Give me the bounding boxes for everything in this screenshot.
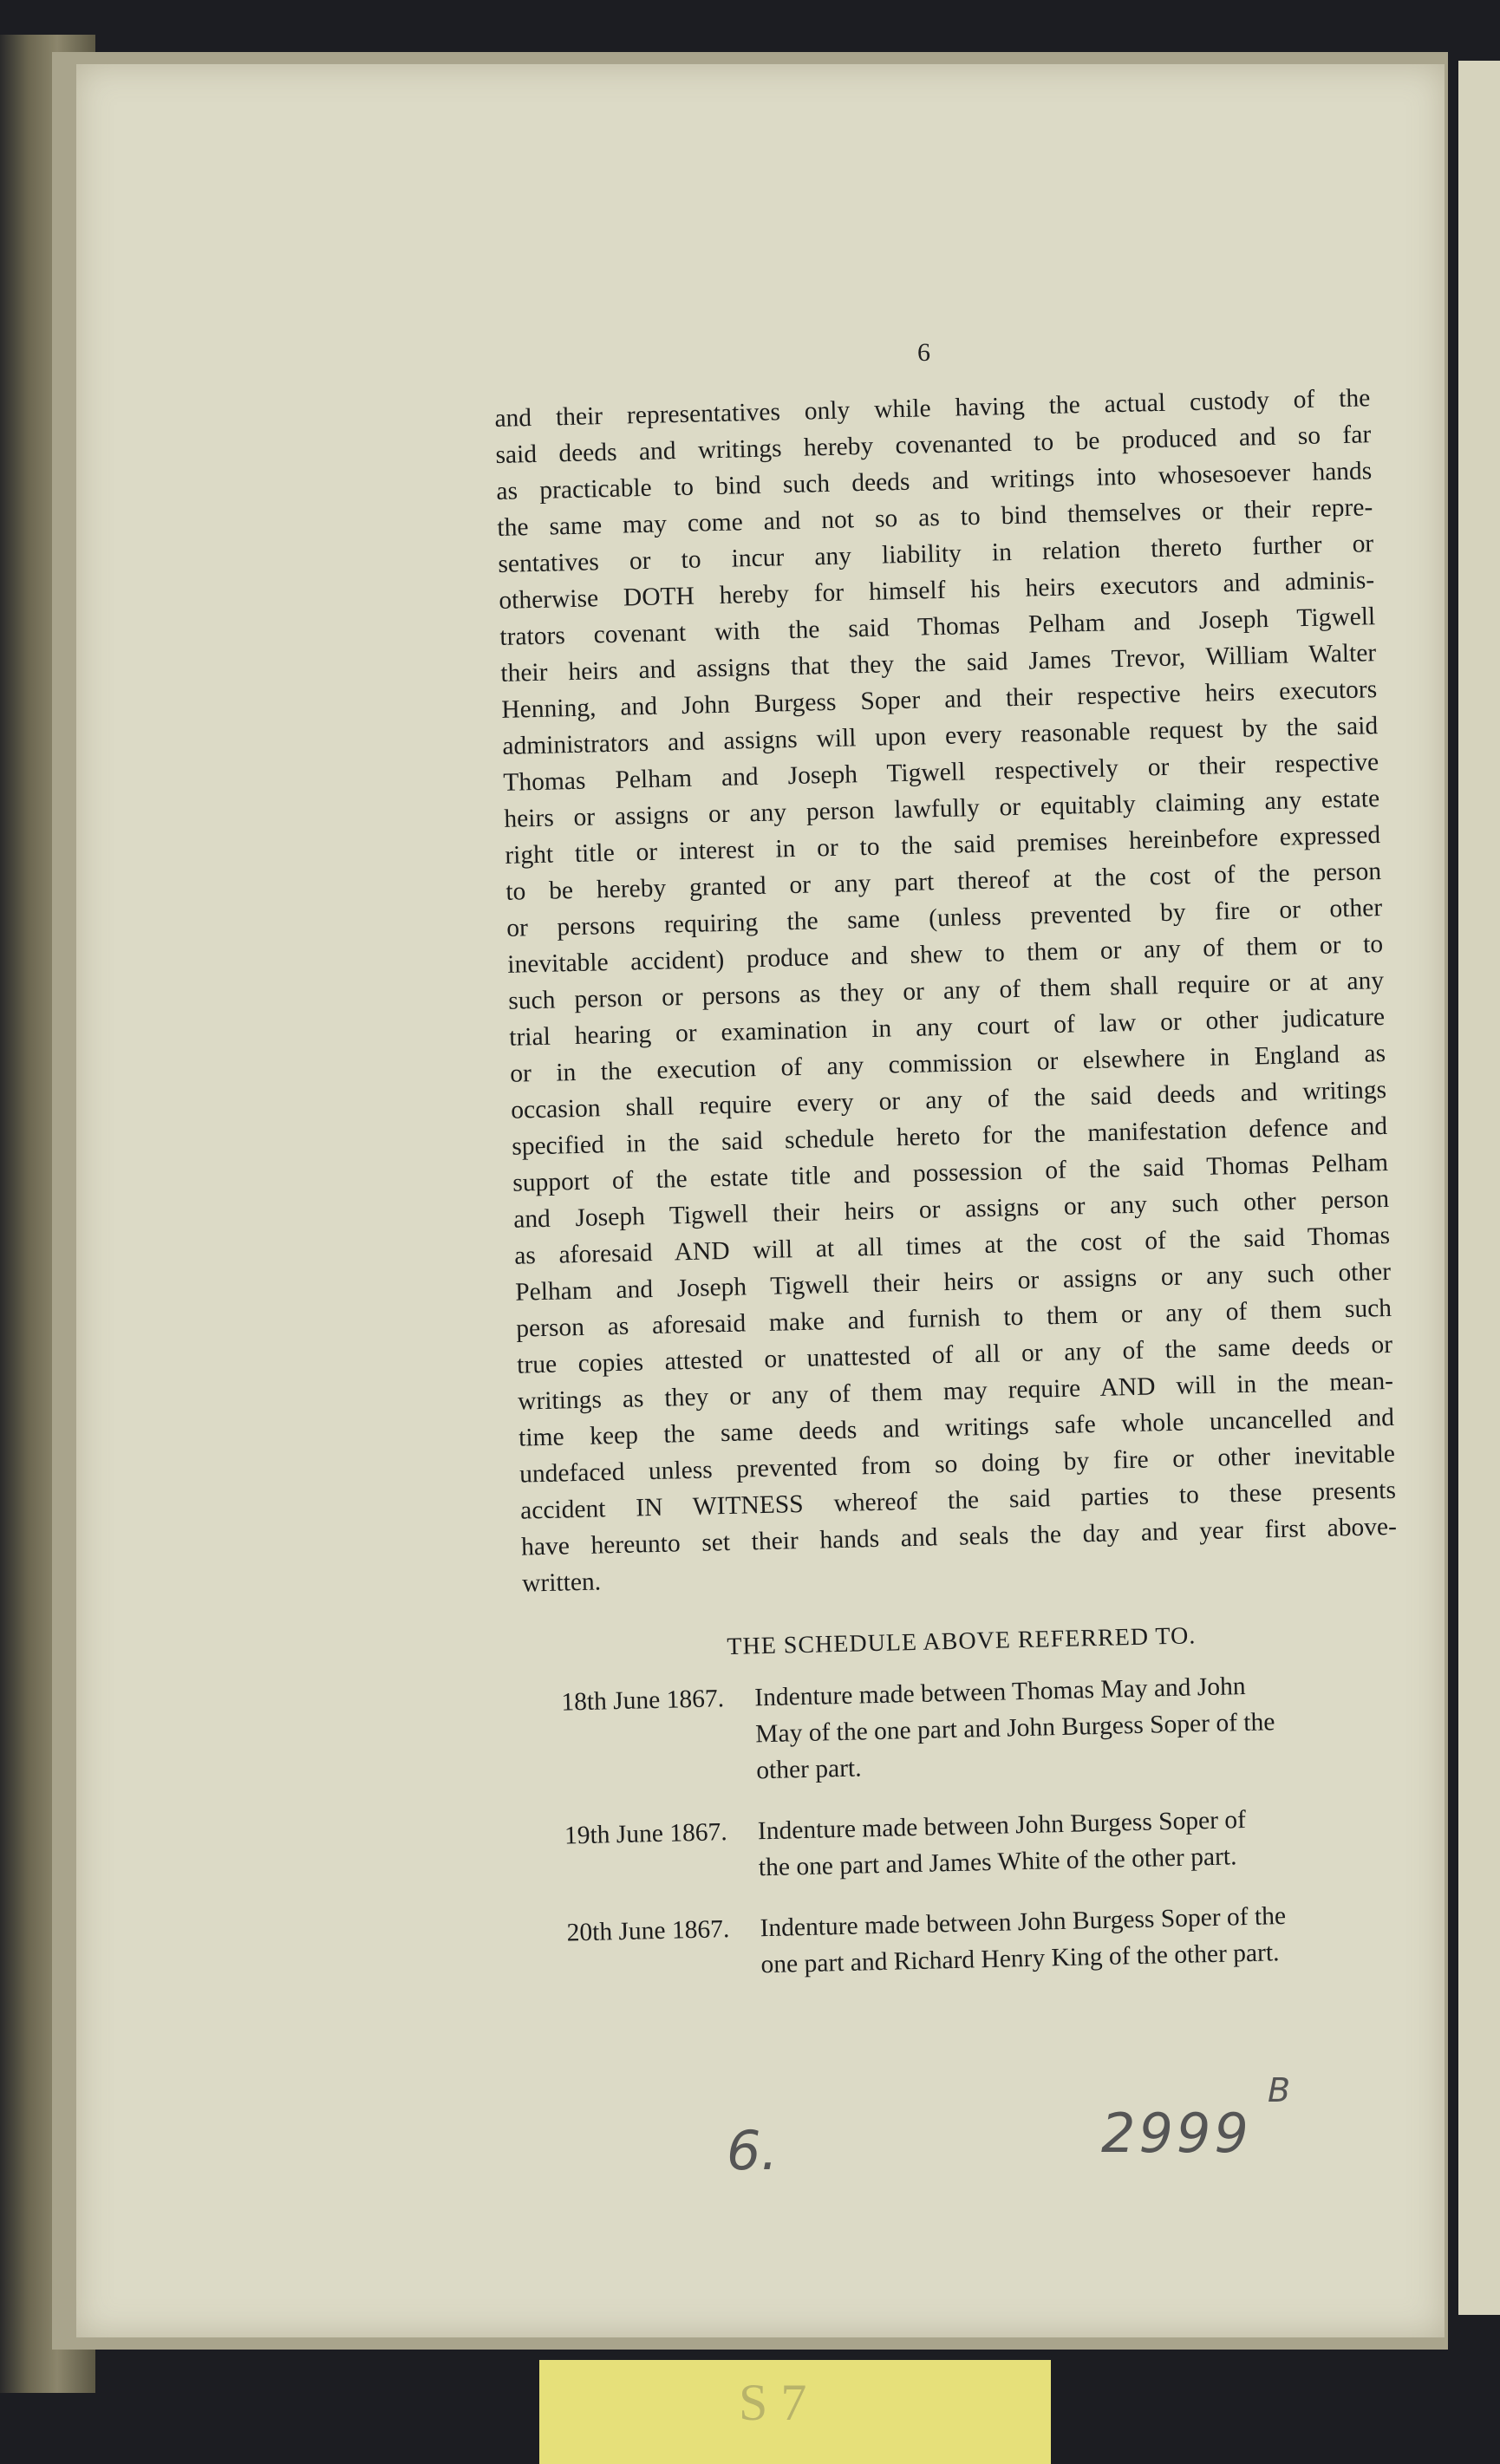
text-line: or persons requiring the same (unless prevented by fire or other [505, 894, 1383, 942]
schedule-entry [528, 1798, 1405, 1892]
text-line: inevitable accident) produce and shew to them or any of them or to [506, 930, 1384, 979]
text-line: to be hereby granted or any part thereof at the cost of the person [505, 857, 1382, 906]
deed-text [494, 380, 1408, 2012]
schedule-entry [530, 1895, 1407, 1989]
text-line: such person or persons as they or any of them shall require or at any [507, 967, 1385, 1015]
text-line: otherwise DOTH hereby for himself his heirs executors and adminis- [499, 566, 1375, 615]
entry-description [757, 1798, 1400, 1886]
entry-description [760, 1895, 1403, 1983]
text-line: Pelham and Joseph Tigwell their heirs or assigns or any such other [514, 1257, 1392, 1307]
text-line: trators covenant with the said Thomas Pelham and Joseph Tigwell [499, 603, 1376, 651]
body-paragraph [494, 380, 1398, 1601]
handwritten-number: 2999 [1101, 2102, 1252, 2165]
text-line: and their representatives only while having the actual custody of the [494, 384, 1371, 433]
text-line: as aforesaid AND will at all times at the cost of the said Thomas [513, 1221, 1391, 1270]
text-line: occasion shall require every or any of the said deeds and writings [510, 1075, 1387, 1124]
text-line: sentatives or to incur any liability in relation thereto further or [498, 530, 1374, 578]
text-line: said deeds and writings hereby covenanted to be produced and so far [495, 420, 1372, 469]
entry-line: Indenture made between Thomas May and John [753, 1672, 1246, 1712]
text-line: specified in the said schedule hereto for the manifestation defence and [511, 1111, 1388, 1161]
entry-date: 18th June 1867. [561, 1685, 725, 1717]
text-line: trial hearing or examination in any court of law or other judicature [508, 1003, 1386, 1052]
text-line: support of the estate title and possession of the said Thomas Pelham [512, 1148, 1389, 1197]
schedule-list [525, 1665, 1407, 1989]
entry-line: one part and Richard Henry King of the other part. [760, 1939, 1280, 1979]
text-line: true copies attested or unattested of all or any of the same deeds or [516, 1330, 1393, 1379]
text-line: or in the execution of any commission or elsewhere in England as [509, 1039, 1386, 1088]
text-line: writings as they or any of them may require AND will in the mean- [517, 1366, 1394, 1416]
text-line: right title or interest in or to the said premises hereinbefore expressed [504, 821, 1381, 870]
text-line: and Joseph Tigwell their heirs or assigns or any such other person [512, 1184, 1390, 1234]
handwritten-suffix: B [1268, 2071, 1291, 2109]
tab-text: S 7 [739, 2374, 807, 2431]
schedule-title: THE SCHEDULE ABOVE REFERRED TO. [727, 1622, 1197, 1661]
page-number: 6 [917, 338, 930, 367]
text-line: time keep the same deeds and writings safe whole uncancelled and [518, 1403, 1395, 1452]
entry-line: Indenture made between John Burgess Soper of [757, 1806, 1247, 1846]
schedule-entry [525, 1665, 1403, 1795]
handwritten-folio: 6. [727, 2119, 779, 2182]
text-line: administrators and assigns will upon every reasonable request by the said [502, 712, 1379, 760]
entry-line: other part. [755, 1754, 862, 1785]
entry-date: 20th June 1867. [566, 1915, 730, 1947]
text-line: as practicable to bind such deeds and writings into whosesoever hands [496, 457, 1373, 505]
text-line: heirs or assigns or any person lawfully or equitably claiming any estate [504, 785, 1380, 833]
entry-description [754, 1665, 1399, 1789]
text-line: Thomas Pelham and Joseph Tigwell respectively or their respective [503, 748, 1379, 797]
adjacent-page-edge [1458, 61, 1500, 2315]
text-line: their heirs and assigns that they the said James Trevor, William Walter [500, 639, 1377, 688]
entry-date: 19th June 1867. [564, 1818, 728, 1850]
text-line: have hereunto set their hands and seals the day and year first above- [520, 1512, 1398, 1561]
text-line: undefaced unless prevented from so doing by fire or other inevitable [518, 1439, 1396, 1489]
yellow-tab [539, 2360, 1051, 2464]
text-line: accident IN WITNESS whereof the said parties to these presents [519, 1476, 1397, 1525]
text-line: written. [521, 1568, 602, 1598]
entry-line: May of the one part and John Burgess Soper of the [754, 1708, 1275, 1749]
text-line: person as aforesaid make and furnish to them or any of them such [515, 1294, 1392, 1343]
entry-line: Indenture made between John Burgess Soper of the [760, 1901, 1287, 1943]
entry-line: the one part and James White of the other part. [758, 1842, 1237, 1882]
text-line: the same may come and not so as to bind themselves or their repre- [497, 493, 1373, 542]
text-line: Henning, and John Burgess Soper and their respective heirs executors [501, 675, 1378, 724]
